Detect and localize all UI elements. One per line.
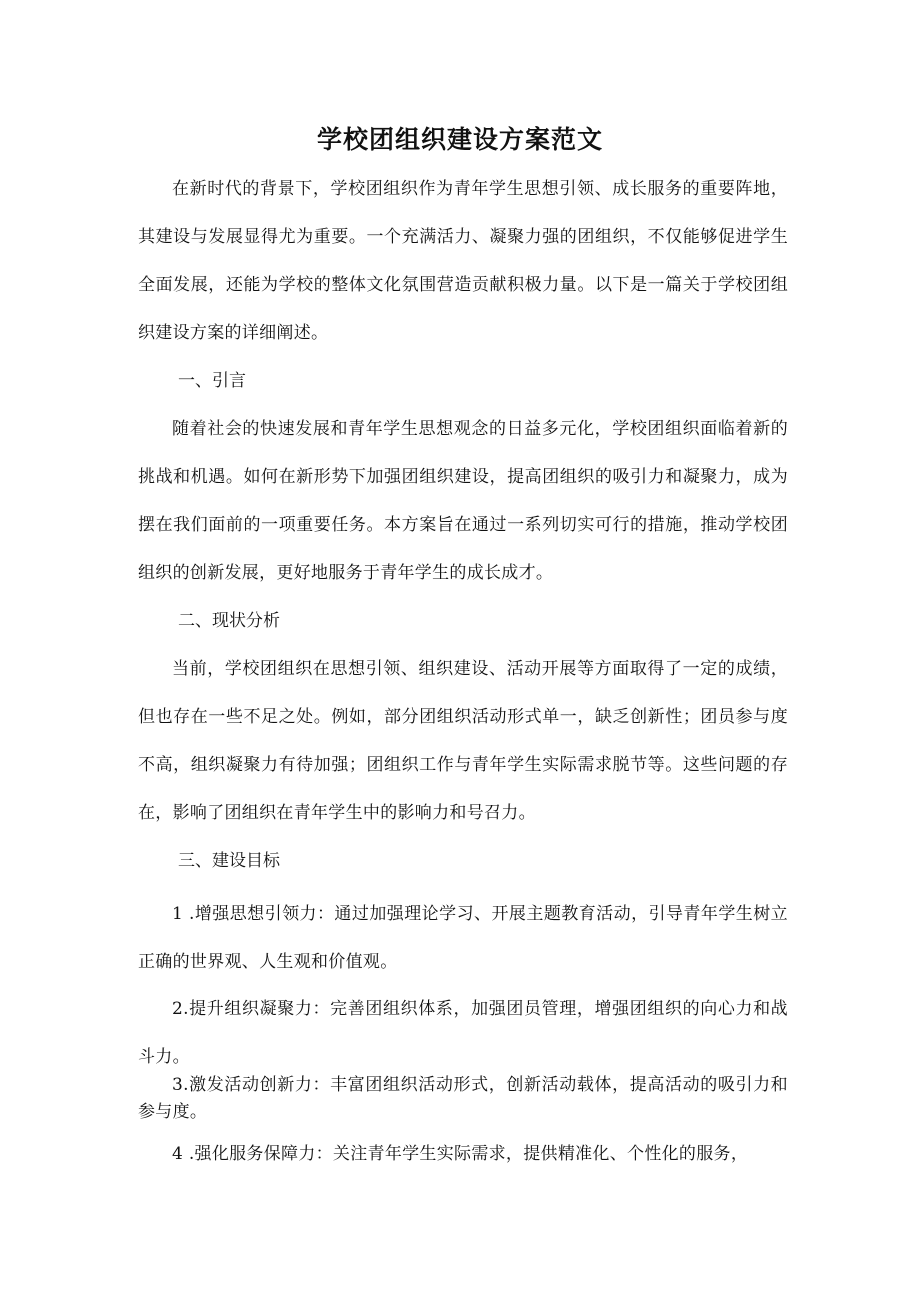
goal-item: 3.激发活动创新力：丰富团组织活动形式，创新活动载体，提高活动的吸引力和参与度。 xyxy=(138,1075,788,1122)
section-heading-goals: 三、建设目标 xyxy=(178,851,280,871)
goal-item: 1 .增强思想引领力：通过加强理论学习、开展主题教育活动，引导青年学生树立正确的世界观、人生观和价值观。 xyxy=(138,904,788,972)
section-heading-introduction: 一、引言 xyxy=(178,371,246,391)
document-title: 学校团组织建设方案范文 xyxy=(316,125,603,154)
goal-item: 2.提升组织凝聚力：完善团组织体系，加强团员管理，增强团组织的向心力和战斗力。 xyxy=(138,999,788,1067)
intro-paragraph: 在新时代的背景下，学校团组织作为青年学生思想引领、成长服务的重要阵地，其建设与发展显得尤为重要。一个充满活力、凝聚力强的团组织，不仅能够促进学生全面发展，还能为学校的整体文化氛围营造贡献积极力量。以下是一篇关于学校团组织建设方案的详细阐述。 xyxy=(138,179,788,343)
introduction-paragraph: 随着社会的快速发展和青年学生思想观念的日益多元化，学校团组织面临着新的挑战和机遇。如何在新形势下加强团组织建设，提高团组织的吸引力和凝聚力，成为摆在我们面前的一项重要任务。本方案旨在通过一系列切实可行的措施，推动学校团组织的创新发展，更好地服务于青年学生的成长成才。 xyxy=(138,419,788,583)
status-analysis-paragraph: 当前，学校团组织在思想引领、组织建设、活动开展等方面取得了一定的成绩，但也存在一些不足之处。例如，部分团组织活动形式单一，缺乏创新性；团员参与度不高，组织凝聚力有待加强；团组织工作与青年学生实际需求脱节等。这些问题的存在，影响了团组织在青年学生中的影响力和号召力。 xyxy=(138,659,788,823)
goal-item: 4 .强化服务保障力：关注青年学生实际需求，提供精准化、个性化的服务， xyxy=(172,1144,749,1164)
section-heading-status-analysis: 二、现状分析 xyxy=(178,611,280,631)
